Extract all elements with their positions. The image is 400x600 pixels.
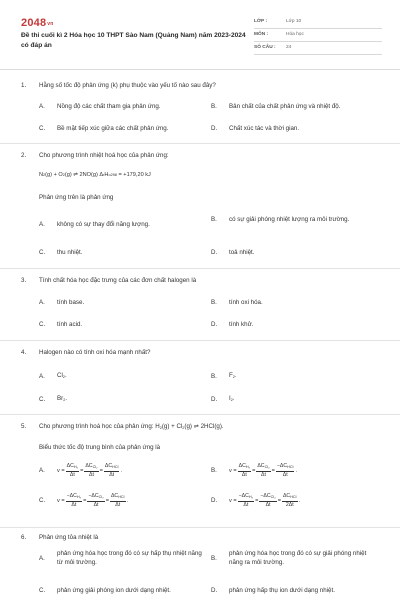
option-text: I (229, 395, 231, 402)
rate-formula: v = $\frac{-\Delta C_{H_2}}{\Delta t}$ = $\frac{-\Delta C_{Cl_2}}{\Delta t}$ = $\frac{\Delta C_{HCl}}{2\Delta t}$ . (229, 493, 301, 508)
option-a[interactable] (39, 221, 150, 230)
question-divider (0, 143, 400, 144)
option-text: tính oxi hóa. (229, 299, 263, 306)
option-a[interactable] (39, 103, 161, 112)
option-text: Chất xúc tác và thời gian. (229, 125, 300, 132)
option-b[interactable] (211, 299, 263, 308)
option-text: toả nhiệt. (229, 249, 255, 256)
option-key: D. (211, 321, 218, 329)
option-key: D. (211, 497, 218, 505)
thermo-equation: N 2 (g) + O 2 (g) ⇌ 2NO(g) Δ r H o 298 = +179,20 kJ (39, 172, 151, 178)
option-text: phản ứng hóa học trong đó có sự hấp thụ nhiệt năng từ môi trường. (57, 550, 202, 566)
option-a[interactable] (39, 550, 207, 567)
option-key: C. (39, 587, 46, 595)
option-key: A. (39, 299, 45, 307)
question-divider (0, 268, 400, 269)
option-text: F (229, 372, 233, 379)
document-title: Đề thi cuối kì 2 Hóa học 10 THPT Sào Nam (Quảng Nam) năm 2023-2024 có đáp án (21, 32, 246, 49)
question-number: 5. (21, 423, 27, 430)
option-text: Bề mặt tiếp xúc giữa các chất phản ứng. (57, 125, 169, 132)
option-text: tính acid. (57, 321, 83, 328)
meta-label: MÔN : (254, 32, 269, 37)
meta-label: LỚP : (254, 19, 268, 24)
question-number: 2. (21, 152, 27, 159)
option-d[interactable] (211, 493, 300, 509)
option-text: không có sự thay đổi năng lượng. (57, 221, 150, 228)
option-b[interactable] (211, 103, 340, 112)
option-c[interactable] (39, 493, 128, 509)
question-number: 6. (21, 534, 27, 541)
question-text: Halogen nào có tính oxi hóa mạnh nhất? (39, 349, 151, 356)
option-b[interactable] (211, 463, 297, 479)
option-d[interactable] (211, 249, 254, 258)
option-key: D. (211, 587, 218, 595)
option-c[interactable] (39, 125, 168, 134)
option-key: A. (39, 554, 45, 562)
option-text: có sự giải phóng nhiệt lượng ra môi trường. (229, 216, 350, 223)
rate-formula: v = $\frac{-\Delta C_{H_2}}{\Delta t}$ = $\frac{-\Delta C_{Cl_2}}{\Delta t}$ = $\frac{\Delta C_{HCl}}{\Delta t}$ . (57, 493, 129, 508)
option-d[interactable] (211, 321, 253, 330)
brand-suffix: vn (47, 21, 54, 27)
question-number: 3. (21, 277, 27, 284)
option-text: tính khử. (229, 321, 254, 328)
meta-value: Hóa học (286, 32, 304, 37)
option-c[interactable] (39, 587, 171, 596)
option-b[interactable] (211, 550, 371, 567)
equation-value: = +179,20 kJ (118, 172, 151, 178)
option-d[interactable] (211, 125, 299, 134)
option-b[interactable] (211, 216, 361, 225)
question-text: Cho phương trình nhiệt hoá học của phản ứng: (39, 152, 169, 159)
option-a[interactable] (39, 463, 122, 479)
option-key: D. (211, 125, 218, 133)
option-d[interactable]: D. $I_2$. (211, 395, 235, 403)
question-text-main: Cho phương trình hoá học của phản ứng: (39, 423, 154, 430)
option-a[interactable] (39, 299, 84, 308)
option-key: C. (39, 395, 46, 403)
question-subtext: Biểu thức tốc độ trung bình của phản ứng là (39, 444, 161, 451)
option-key: C. (39, 249, 46, 257)
option-key: A. (39, 103, 45, 111)
option-a[interactable]: A. $Cl_2$. (39, 372, 67, 380)
option-key: A. (39, 467, 45, 475)
option-key: A. (39, 372, 45, 380)
option-text: Bản chất của chất phản ứng và nhiệt độ. (229, 103, 341, 110)
question-divider (0, 340, 400, 341)
option-key: B. (211, 372, 217, 380)
rate-formula: v = $\frac{\Delta C_{H_2}}{\Delta t}$ = $\frac{\Delta C_{Cl_2}}{\Delta t}$ = $\frac{-\Delta C_{HCl}}{\Delta t}$ . (229, 463, 298, 478)
option-text: phản ứng hóa học trong đó có sự giải phóng nhiệt năng ra môi trường. (229, 550, 367, 566)
option-d[interactable] (211, 587, 335, 596)
option-key: C. (39, 497, 46, 505)
question-text: Tính chất hóa học đặc trưng của các đơn chất halogen là (39, 277, 197, 284)
option-key: B. (211, 103, 217, 111)
option-key: C. (39, 321, 46, 329)
meta-row-count (254, 42, 382, 55)
site-logo[interactable] (21, 17, 54, 31)
meta-row-subject (254, 29, 382, 42)
option-text: phản ứng hấp thụ ion dưới dạng nhiệt. (229, 587, 335, 594)
option-key: B. (211, 216, 217, 224)
option-key: A. (39, 221, 45, 229)
question-number: 4. (21, 349, 27, 356)
option-text: phản ứng giải phóng ion dưới dạng nhiệt. (57, 587, 171, 594)
equation-arrow: 2NO(g) Δ (79, 172, 104, 178)
option-key: B. (211, 554, 217, 562)
option-key: C. (39, 125, 46, 133)
option-text: Cl (57, 372, 63, 379)
option-c[interactable] (39, 321, 82, 330)
option-c[interactable] (39, 249, 82, 258)
option-text: tính base. (57, 299, 85, 306)
option-key: D. (211, 249, 218, 257)
rate-formula: v = $\frac{\Delta C_{H_2}}{\Delta t}$ = $\frac{\Delta C_{Cl_2}}{\Delta t}$ = $\frac{\Delta C_{HCl}}{\Delta t}$ . (57, 463, 123, 478)
question-number: 1. (21, 82, 27, 89)
option-c[interactable]: C. $Br_2$. (39, 395, 68, 403)
option-key: B. (211, 467, 217, 475)
header-divider (0, 69, 400, 70)
option-text: Nồng độ các chất tham gia phản ứng. (57, 103, 161, 110)
option-b[interactable]: B. $F_2$. (211, 372, 237, 380)
option-text: thu nhiệt. (57, 249, 83, 256)
question-text: Cho phương trình hoá học của phản ứng: $H_2(g) + Cl_2(g)$ ⇌ 2HCl(g). (39, 423, 224, 430)
document-meta (254, 16, 382, 55)
meta-value: Lớp 10 (286, 19, 302, 24)
brand-name: 2048 (21, 17, 47, 29)
question-subtext: Phản ứng trên là phản ứng (39, 194, 114, 201)
question-text: Hằng số tốc độ phản ứng (k) phụ thuộc vào yếu tố nào sau đây? (39, 82, 216, 89)
option-text: Br (57, 395, 64, 402)
meta-row-class (254, 16, 382, 29)
question-divider (0, 527, 400, 528)
meta-value: 24 (286, 45, 292, 50)
question-divider (0, 414, 400, 415)
equation-lhs: N (39, 172, 44, 178)
option-key: D. (211, 395, 218, 403)
question-text: Phản ứng tỏa nhiệt là (39, 534, 99, 541)
document-header (0, 0, 400, 72)
option-key: B. (211, 299, 217, 307)
meta-label: SỐ CÂU : (254, 45, 276, 50)
